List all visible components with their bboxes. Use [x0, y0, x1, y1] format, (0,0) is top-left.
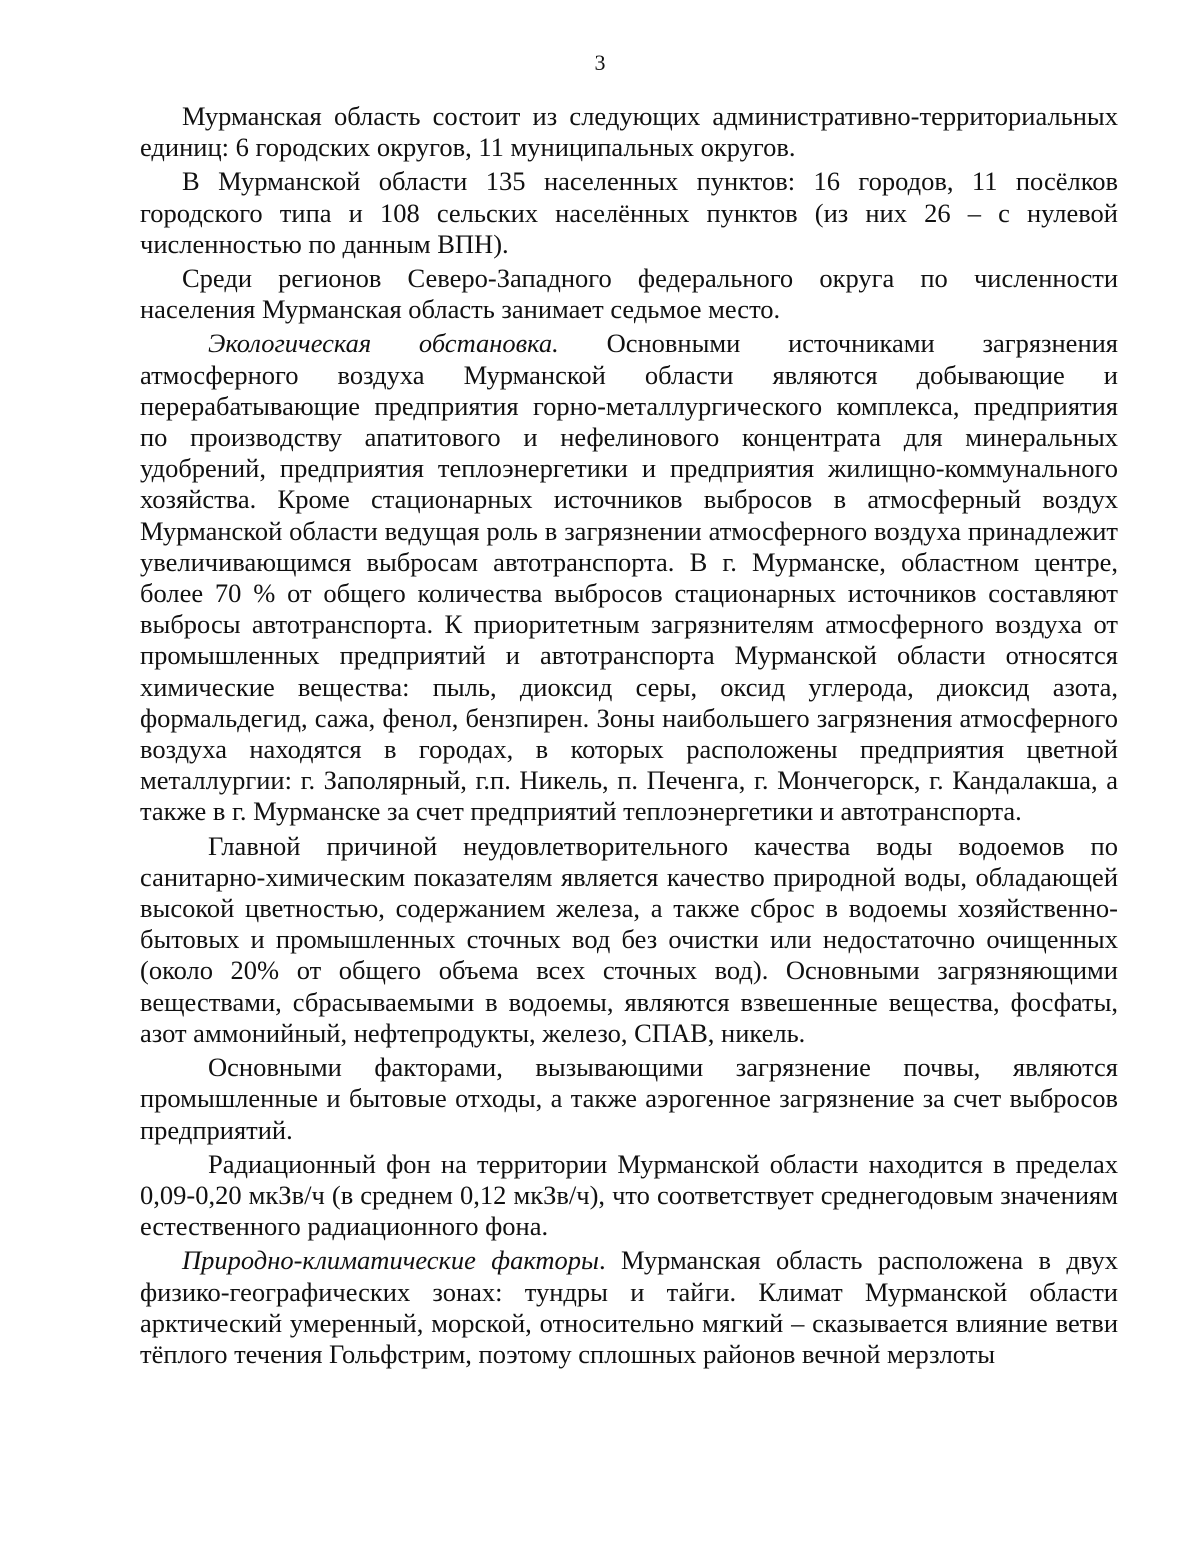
paragraph-soil-pollution: Основными факторами, вызывающими загрязнение почвы, являются промышленные и бытовые отходы, а также аэрогенное загрязнение за счет выбросов предприятий.	[140, 1052, 1118, 1145]
document-body	[140, 101, 1118, 1373]
page-number: 3	[594, 50, 606, 75]
paragraph-radiation-background: Радиационный фон на территории Мурманской области находится в пределах 0,09-0,20 мкЗв/ч (в среднем 0,12 мкЗв/ч), что соответствует среднегодовым значениям естественного радиационного фона.	[140, 1148, 1118, 1242]
climate-factors-text: . Мурманская область расположена в двух физико-географических зонах: тундры и тайги. Климат Мурманской области арктический умеренный, морской, относительно мягкий – сказывается влияние ветви тёплого течения Гольфстрим, поэтому сплошных районов вечной мерзлоты	[140, 1245, 1118, 1369]
paragraph-settlements: В Мурманской области 135 населенных пунктов: 16 городов, 11 посёлков городского типа и 108 сельских населённых пунктов (из них 26 – с нулевой численностью по данным ВПН).	[140, 166, 1118, 259]
paragraph-population-rank: Среди регионов Северо-Западного федерального округа по численности населения Мурманская область занимает седьмое место.	[140, 263, 1118, 325]
ecological-situation-text: Основными источниками загрязнения атмосферного воздуха Мурманской области являются добывающие и перерабатывающие предприятия горно-металлургического комплекса, предприятия по производству апатитового и нефелинового концентрата для минеральных удобрений, предприятия теплоэнергетики и предприятия жилищно-коммунального хозяйства. Кроме стационарных источников выбросов в атмосферный воздух Мурманской области ведущая роль в загрязнении атмосферного воздуха принадлежит увеличивающимся выбросам автотранспорта. В г. Мурманске, областном центре, более 70 % от общего количества выбросов стационарных источников составляют выбросы автотранспорта. К приоритетным загрязнителям атмосферного воздуха от промышленных предприятий и автотранспорта Мурманской области относятся химические вещества: пыль, диоксид серы, оксид углерода, диоксид азота, формальдегид, сажа, фенол, бензпирен. Зоны наибольшего загрязнения атмосферного воздуха находятся в городах, в которых расположены предприятия цветной металлургии: г. Заполярный, г.п. Никель, п. Печенга, г. Мончегорск, г. Кандалакша, а также в г. Мурманске за счет предприятий теплоэнергетики и автотранспорта.	[140, 328, 1118, 827]
paragraph-ecological-situation	[140, 328, 1118, 827]
climate-factors-heading: Природно-климатические факторы	[182, 1245, 599, 1276]
ecological-situation-heading: Экологическая обстановка.	[208, 328, 559, 359]
paragraph-water-quality: Главной причиной неудовлетворительного качества воды водоемов по санитарно-химическим показателям является качество природной воды, обладающей высокой цветностью, содержанием железа, а также сброс в водоемы хозяйственно-бытовых и промышленных сточных вод без очистки или недостаточно очищенных (около 20% от общего объема всех сточных вод). Основными загрязняющими веществами, сбрасываемыми в водоемы, являются взвешенные вещества, фосфаты, азот аммонийный, нефтепродукты, железо, СПАВ, никель.	[140, 830, 1118, 1048]
paragraph-administrative-units: Мурманская область состоит из следующих административно-территориальных единиц: 6 городских округов, 11 муниципальных округов.	[140, 101, 1118, 163]
paragraph-climate-factors	[140, 1245, 1118, 1370]
